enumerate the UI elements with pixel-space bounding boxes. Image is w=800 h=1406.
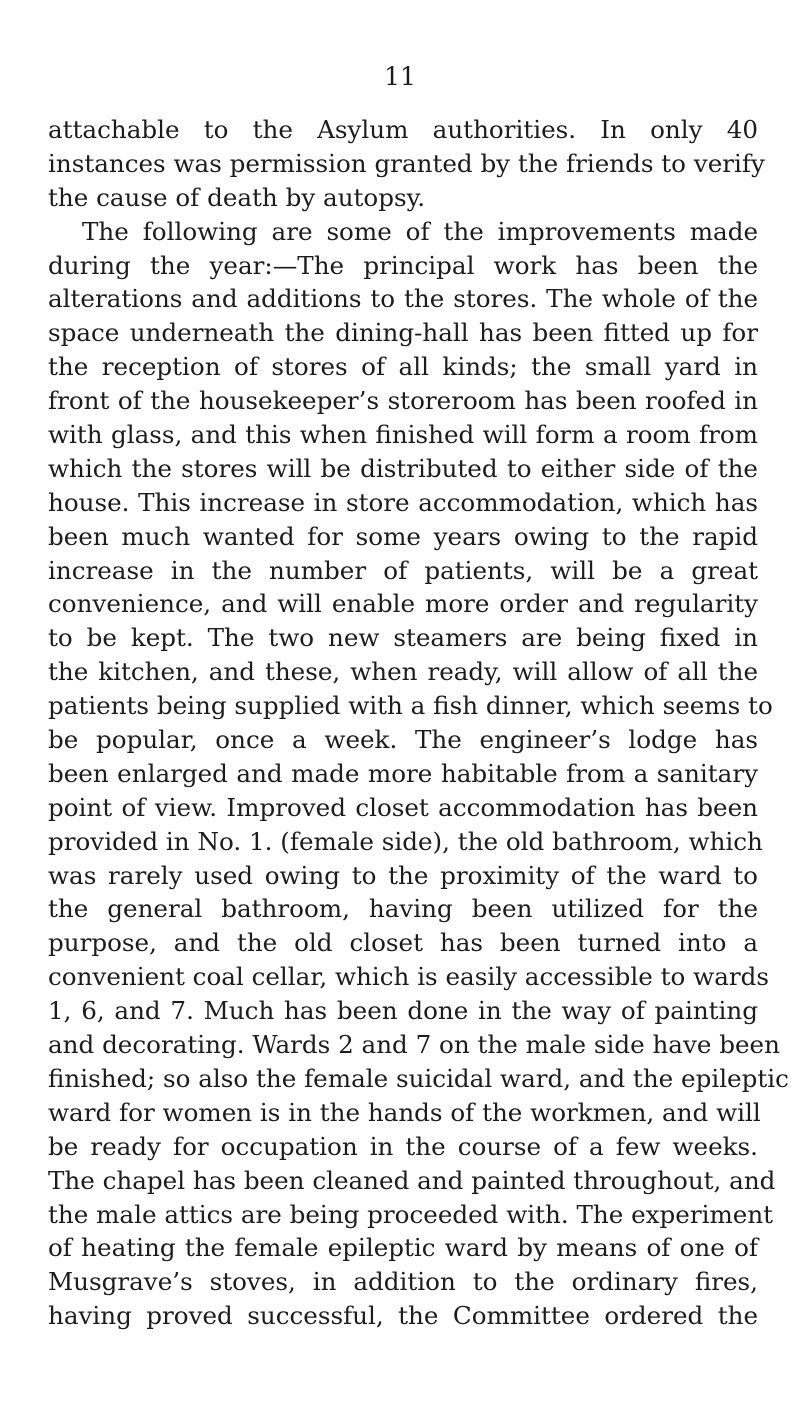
text-line: the cause of death by autopsy. (48, 182, 426, 212)
text-line: ward for women is in the hands of the workmen, and will (48, 1097, 761, 1127)
text-line: during the year:—The principal work has been the (48, 250, 758, 280)
text-line: finished; so also the female suicidal ward, and the epileptic (48, 1063, 789, 1093)
text-line: patients being supplied with a fish dinner, which seems to (48, 691, 773, 721)
text-line: increase in the number of patients, will be a great (48, 555, 758, 585)
text-line: having proved successful, the Committee ordered the (48, 1301, 758, 1331)
text-line: been much wanted for some years owing to the rapid (48, 521, 758, 551)
text-line: the general bathroom, having been utilized for the (48, 894, 758, 924)
text-line: space underneath the dining-hall has been fitted up for (48, 318, 758, 348)
text-line: be popular, once a week. The engineer’s lodge has (48, 725, 758, 755)
text-line: attachable to the Asylum authorities. In only 40 (48, 115, 758, 144)
text-line: be ready for occupation in the course of a few weeks. (48, 1131, 758, 1161)
text-line: and decorating. Wards 2 and 7 on the male side have been (48, 1030, 780, 1060)
text-line: alterations and additions to the stores. The whole of the (48, 284, 758, 314)
text-line: purpose, and the old closet has been turned into a (48, 928, 758, 958)
text-line: of heating the female epileptic ward by means of one of (48, 1233, 758, 1263)
text-line: point of view. Improved closet accommodation has been (48, 792, 758, 822)
text-line: the reception of stores of all kinds; the small yard in (48, 352, 758, 382)
text-line: the kitchen, and these, when ready, will allow of all the (48, 657, 758, 687)
text-line: convenience, and will enable more order and regularity (48, 589, 758, 619)
text-line: been enlarged and made more habitable from a sanitary (48, 758, 758, 788)
text-line: instances was permission granted by the friends to verify (48, 148, 765, 178)
page-number: 11 (384, 62, 416, 91)
text-line: provided in No. 1. (female side), the old bathroom, which (48, 826, 763, 856)
text-line: Musgrave’s stoves, in addition to the ordinary fires, (48, 1267, 758, 1297)
text-line: the male attics are being proceeded with. The experiment (48, 1199, 774, 1229)
text-line: was rarely used owing to the proximity of the ward to (48, 860, 758, 890)
text-line: convenient coal cellar, which is easily accessible to wards (48, 962, 769, 992)
text-line: The following are some of the improvements made (82, 216, 758, 246)
text-line: with glass, and this when finished will form a room from (48, 420, 758, 450)
text-line: which the stores will be distributed to either side of the (48, 453, 758, 483)
text-line: front of the housekeeper’s storeroom has been roofed in (48, 386, 758, 416)
text-line: The chapel has been cleaned and painted throughout, and (48, 1165, 776, 1195)
text-line: 1, 6, and 7. Much has been done in the way of painting (48, 996, 758, 1026)
body-text (48, 113, 789, 1333)
text-line: to be kept. The two new steamers are being fixed in (48, 623, 758, 653)
text-line: house. This increase in store accommodation, which has (48, 487, 758, 517)
